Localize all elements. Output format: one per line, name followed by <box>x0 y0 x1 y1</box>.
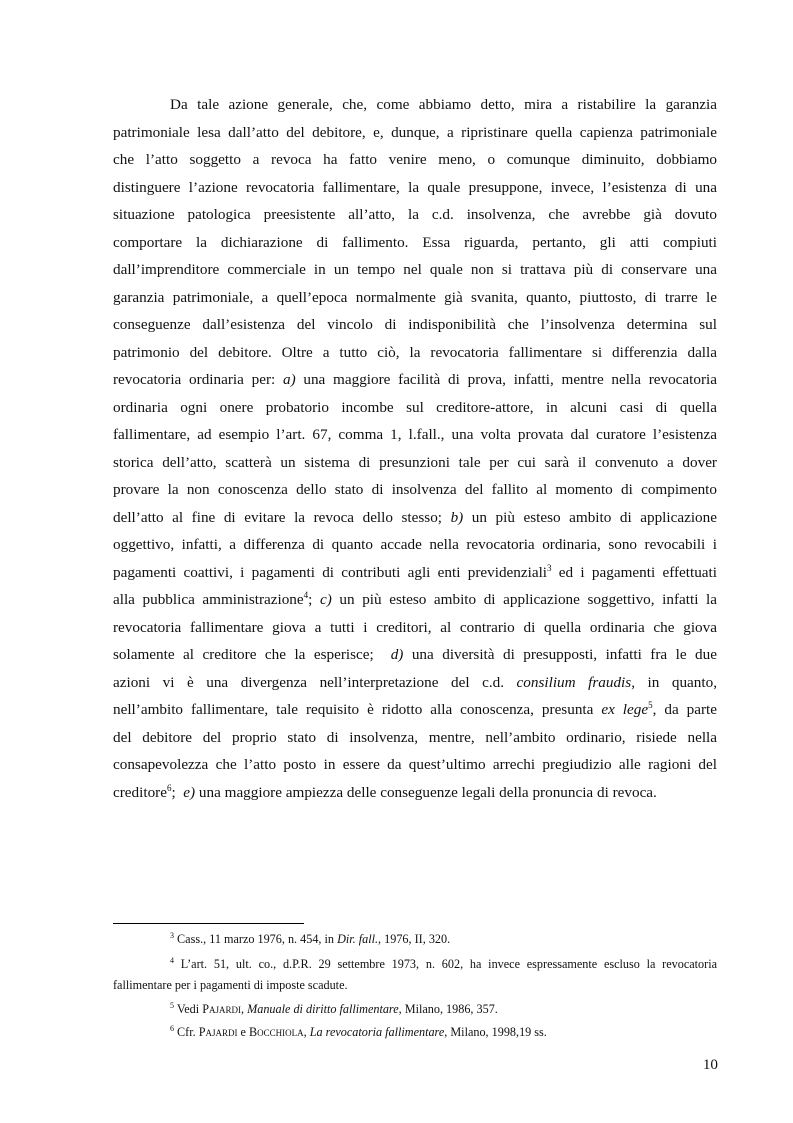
page-number: 10 <box>702 1056 718 1073</box>
footnote-ref: 3 <box>547 563 552 573</box>
paragraph-line: storica dell’atto, scatterà un sistema di presunzioni tale per cui sarà il convenuto a dover <box>113 454 717 471</box>
paragraph-line: consapevolezza che l’atto posto in essere da quest’ultimo arrechi pregiudizio alle ragioni del <box>113 756 717 773</box>
paragraph-line: oggettivo, infatti, a differenza di quanto accade nella revocatoria ordinaria, sono revocabili i <box>113 536 717 553</box>
paragraph-line: revocatoria ordinaria per: a) una maggiore facilità di prova, infatti, mentre nella revocatoria <box>113 371 717 388</box>
footnote-5: $^5$ Vedi Pajardi, Manuale di diritto fallimentare, Milano, 1986, 357. <box>170 1001 498 1016</box>
paragraph-line: patrimoniale lesa dall’atto del debitore, e, dunque, a ripristinare quella capienza patrimoniale <box>113 124 717 141</box>
paragraph-line: provare la non conoscenza dello stato di insolvenza del fallito al momento di compimento <box>113 481 717 498</box>
paragraph-line: patrimonio del debitore. Oltre a tutto ciò, la revocatoria fallimentare si differenzia dalla <box>113 344 717 361</box>
paragraph-line: nell’ambito fallimentare, tale requisito è ridotto alla conoscenza, presunta ex lege$^5$, da parte <box>113 700 718 718</box>
paragraph-line: dall’imprenditore commerciale in un tempo nel quale non si trattava più di conservare una <box>113 261 717 278</box>
footnote-ref: 5 <box>648 700 653 710</box>
footnote-ref: 6 <box>166 783 172 793</box>
footnote-4-continuation: fallimentare per i pagamenti di imposte scadute. <box>113 978 348 992</box>
paragraph-line: del debitore del proprio stato di insolvenza, mentre, nell’ambito ordinario, risiede nella <box>113 729 717 746</box>
paragraph-line: dell’atto al fine di evitare la revoca dello stesso; b) un più esteso ambito di applicazione <box>113 509 717 526</box>
paragraph-line: situazione patologica preesistente all’atto, la c.d. insolvenza, che avrebbe già dovuto <box>113 206 717 223</box>
paragraph-line: solamente al creditore che la esperisce; d) una diversità di presupposti, infatti fra le due <box>113 646 717 663</box>
footnote-separator <box>113 923 304 924</box>
paragraph-line: Da tale azione generale, che, come abbiamo detto, mira a ristabilire la garanzia <box>170 96 717 113</box>
paragraph-line: ordinaria ogni onere probatorio incombe sul creditore-attore, in alcuni casi di quella <box>113 399 717 416</box>
paragraph-line: distinguere l’azione revocatoria fallimentare, la quale presuppone, invece, l’esistenza di una <box>113 179 717 196</box>
footnote-ref: 4 <box>303 590 309 600</box>
paragraph-line: che l’atto soggetto a revoca ha fatto venire meno, o comunque diminuito, dobbiamo <box>113 151 717 168</box>
paragraph-line: alla pubblica amministrazione$^4$; c) un più esteso ambito di applicazione soggettivo, infatti la <box>113 590 717 608</box>
paragraph-line: creditore$^6$; e) una maggiore ampiezza delle conseguenze legali della pronuncia di revoca. <box>113 783 657 801</box>
paragraph-line: garanzia patrimoniale, a quell’epoca normalmente già svanita, quanto, piuttosto, di trarre le <box>113 289 717 306</box>
paragraph-line: conseguenze dall’esistenza del vincolo di indisponibilità che l’insolvenza determina sul <box>113 316 717 333</box>
footnote-4: $^4$ L’art. 51, ult. co., d.P.R. 29 settembre 1973, n. 602, ha invece espressamente escluso la revocatoria <box>170 956 717 971</box>
paragraph-line: comportare la dichiarazione di fallimento. Essa riguarda, pertanto, gli atti compiuti <box>113 234 717 251</box>
paragraph-line: revocatoria fallimentare giova a tutti i creditori, al contrario di quella ordinaria che giova <box>113 619 717 636</box>
footnote-6: $^6$ Cfr. Pajardi e Bocchiola, La revocatoria fallimentare, Milano, 1998,19 ss. <box>170 1024 547 1039</box>
paragraph-line: fallimentare, ad esempio l’art. 67, comma 1, l.fall., una volta provata dal curatore l’esistenza <box>113 426 717 443</box>
footnote-3: $^3$ Cass., 11 marzo 1976, n. 454, in Dir. fall., 1976, II, 320. <box>170 931 451 946</box>
paragraph-line: pagamenti coattivi, i pagamenti di contributi agli enti previdenziali$^3$ ed i pagamenti effettuati <box>113 563 717 581</box>
paragraph-line: azioni vi è una divergenza nell’interpretazione del c.d. consilium fraudis, in quanto, <box>113 674 717 691</box>
